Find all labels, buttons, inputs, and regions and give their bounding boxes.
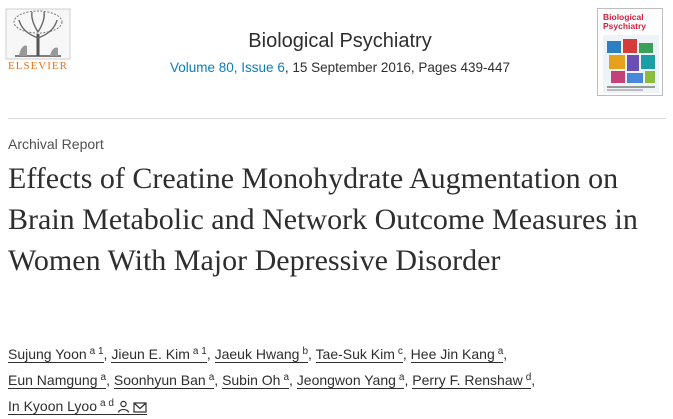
author-item [411,346,504,363]
author-item [114,372,214,389]
author-link[interactable] [8,398,147,415]
author-link[interactable] [215,346,308,363]
author-link[interactable] [222,372,289,389]
author-name: Soonhyun Ban [113,372,206,388]
cover-title-line1: Biological [603,12,644,22]
affiliation-marker: a [100,372,107,383]
cover-title [603,13,646,31]
header-divider [8,118,666,119]
author-item [412,372,531,389]
author-item [111,346,207,363]
author-link[interactable] [316,346,403,363]
author-name: Subin Oh [222,372,281,388]
affiliation-marker: a 1 [192,346,207,357]
author-link[interactable] [114,372,214,389]
author-name: Sujung Yoon [8,346,87,362]
author-list: Sujung Yoon $^{a 1}$, Jieun E. Kim $^{a 1}$, Jaeuk Hwang $^b$, Tae-Suk Kim $^c$, Hee Jin Kang $^a$, Eun Namgung $^a$, Soonhyun Ban $^a$, Subin Oh $^a$, Jeongwon Yang $^a$, Perry F. Renshaw $^d$, In Kyoon Lyoo $^{a d}$ [8,346,536,414]
author-name: In Kyoon Lyoo [8,398,97,414]
author-name: Jieun E. Kim [111,346,190,362]
article-type: Archival Report [8,136,104,152]
author-item [215,346,308,363]
affiliation-marker: a [497,346,504,357]
author-name: Eun Namgung [8,372,98,388]
cover-artwork-icon [603,35,659,93]
author-item [8,346,104,363]
affiliation-marker: a [208,372,215,383]
affiliation-marker: a [398,372,405,383]
journal-title-link[interactable]: Biological Psychiatry [248,30,432,52]
author-item [316,346,403,363]
author-name: Jeongwon Yang [296,372,396,388]
envelope-icon [133,401,147,413]
author-link[interactable] [411,346,504,363]
author-link[interactable] [111,346,207,363]
author-link[interactable] [412,372,531,389]
author-link[interactable] [8,372,106,389]
person-icon [117,400,130,413]
affiliation-marker: a [283,372,289,383]
affiliation-marker: b [302,346,308,357]
elsevier-tree-icon [5,8,71,60]
author-name: Perry F. Renshaw [412,372,523,388]
author-item [8,398,147,415]
volume-issue-link[interactable]: Volume 80, Issue 6 [170,60,285,75]
author-item [222,372,289,389]
author-item [297,372,405,389]
author-link[interactable] [8,346,104,363]
affiliation-marker: d [525,372,532,383]
journal-header [100,30,580,75]
author-name: Tae-Suk Kim [315,346,395,362]
journal-cover-thumbnail[interactable] [597,8,663,96]
affiliation-marker: c [397,346,403,357]
cover-title-line2: Psychiatry [603,21,646,31]
author-name: Jaeuk Hwang [214,346,300,362]
affiliation-marker: a 1 [89,346,104,357]
publisher-name: ELSEVIER [8,60,68,72]
article-title: Effects of Creatine Monohydrate Augmentation on Brain Metabolic and Network Outcome Measures in Women With Major Depressive Disorder [8,162,638,277]
author-link[interactable] [297,372,405,389]
affiliation-marker: a d [100,398,114,409]
date-pages: , 15 September 2016, Pages 439-447 [284,60,510,75]
author-name: Hee Jin Kang [410,346,495,362]
author-item [8,372,106,389]
issue-info [100,60,580,75]
